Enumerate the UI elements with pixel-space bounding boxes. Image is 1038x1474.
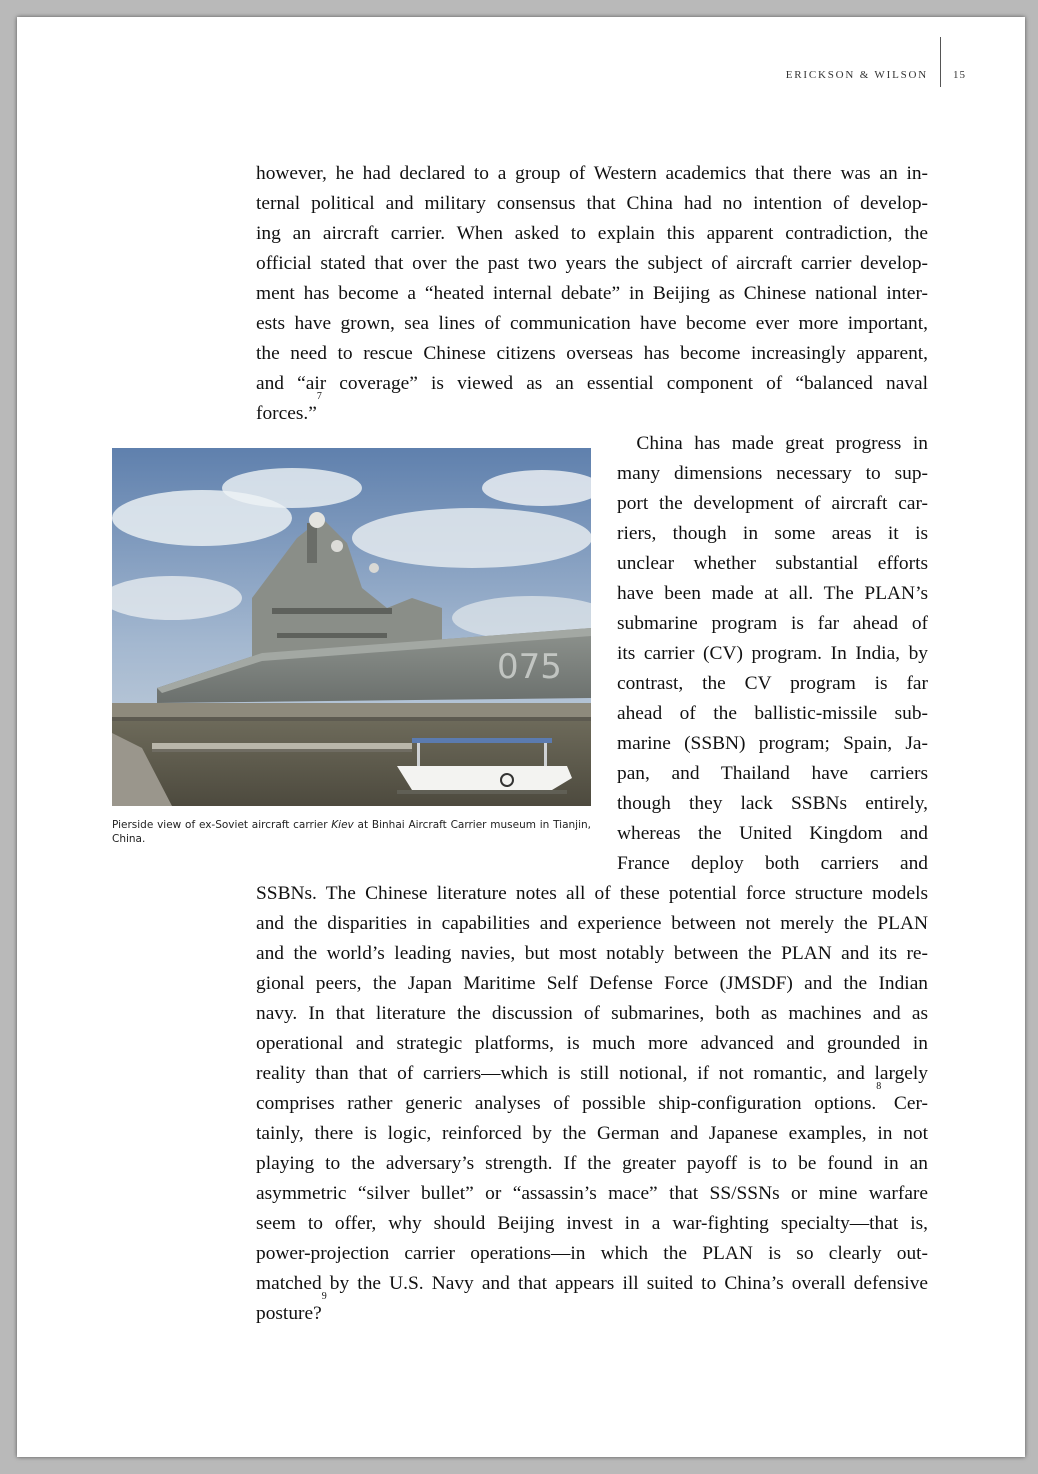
footnote-ref-8[interactable]: 8 <box>876 1081 882 1092</box>
text-line: and the disparities in capabilities and experience between not merely the PLAN <box>256 913 928 934</box>
text-line: ests have grown, sea lines of communication have become ever more important, <box>256 313 928 334</box>
text-line: though they lack SSBNs entirely, <box>617 793 928 814</box>
text-line: seem to offer, why should Beijing invest in a war-fighting specialty—that is, <box>256 1213 928 1234</box>
text-line <box>256 391 928 429</box>
page-number: 15 <box>953 69 966 81</box>
text-line: whereas the United Kingdom and <box>617 823 928 844</box>
text-line: asymmetric “silver bullet” or “assassin’s mace” that SS/SSNs or mine warfare <box>256 1183 928 1204</box>
footnote-ref-7[interactable]: 7 <box>316 391 322 402</box>
paragraph-1 <box>256 159 928 429</box>
text-line: marine (SSBN) program; Spain, Ja- <box>617 733 928 754</box>
text-line: port the development of aircraft car- <box>617 493 928 514</box>
text-line: reality than that of carriers—which is still notional, if not romantic, and largely <box>256 1063 928 1084</box>
text-line: official stated that over the past two years the subject of aircraft carrier develop- <box>256 253 928 274</box>
text-line: tainly, there is logic, reinforced by the German and Japanese examples, in not <box>256 1123 928 1144</box>
hull-number: 075 <box>497 647 562 687</box>
text-line: ternal political and military consensus that China had no intention of develop- <box>256 193 928 214</box>
text-fragment: posture? <box>256 1303 322 1324</box>
caption-text: at Binhai Aircraft Carrier museum in Tianjin, China. <box>112 819 591 845</box>
paragraph-2-narrow <box>617 429 928 879</box>
text-line: however, he had declared to a group of Western academics that there was an in- <box>256 163 928 184</box>
text-line: gional peers, the Japan Maritime Self Defense Force (JMSDF) and the Indian <box>256 973 928 994</box>
text-line: unclear whether substantial efforts <box>617 553 928 574</box>
footnote-ref-9[interactable]: 9 <box>321 1291 327 1302</box>
text-line <box>256 1291 928 1329</box>
text-line: SSBNs. The Chinese literature notes all of these potential force structure models <box>256 883 928 904</box>
caption-text: Pierside view of ex-Soviet aircraft carrier <box>112 819 332 831</box>
text-line: power-projection carrier operations—in which the PLAN is so clearly out- <box>256 1243 928 1264</box>
figure-caption <box>112 818 591 846</box>
text-line: France deploy both carriers and <box>617 853 928 874</box>
text-line: submarine program is far ahead of <box>617 613 928 634</box>
running-head-authors: ERICKSON & WILSON <box>785 69 928 81</box>
text-line: and “air coverage” is viewed as an essential component of “balanced naval <box>256 373 928 394</box>
text-line: and the world’s leading navies, but most notably between the PLAN and its re- <box>256 943 928 964</box>
document-page <box>17 17 1025 1457</box>
text-line: China has made great progress in <box>617 433 928 454</box>
text-line: matched by the U.S. Navy and that appears ill suited to China’s overall defensive <box>256 1273 928 1294</box>
text-line: have been made at all. The PLAN’s <box>617 583 928 604</box>
text-line: the need to rescue Chinese citizens overseas has become increasingly apparent, <box>256 343 928 364</box>
text-line: ahead of the ballistic-missile sub- <box>617 703 928 724</box>
text-fragment: forces.” <box>256 403 317 424</box>
text-line: ing an aircraft carrier. When asked to explain this apparent contradiction, the <box>256 223 928 244</box>
caption-ship-name: Kiev <box>331 819 354 831</box>
text-line: pan, and Thailand have carriers <box>617 763 928 784</box>
text-line <box>256 1081 928 1119</box>
text-line: riers, though in some areas it is <box>617 523 928 544</box>
text-line: operational and strategic platforms, is much more advanced and grounded in <box>256 1033 928 1054</box>
text-line: ment has become a “heated internal debate” in Beijing as Chinese national inter- <box>256 283 928 304</box>
text-fragment: comprises rather generic analyses of possible ship-configuration options. <box>256 1093 877 1114</box>
text-fragment: Cer- <box>881 1093 928 1114</box>
carrier-photo <box>112 448 591 806</box>
paragraph-2-wide <box>256 879 928 1329</box>
text-line: contrast, the CV program is far <box>617 673 928 694</box>
text-line: many dimensions necessary to sup- <box>617 463 928 484</box>
text-line: playing to the adversary’s strength. If the greater payoff is to be found in an <box>256 1153 928 1174</box>
header-divider <box>940 37 941 87</box>
ship-illustration <box>112 448 591 806</box>
text-line: navy. In that literature the discussion of submarines, both as machines and as <box>256 1003 928 1024</box>
text-line: its carrier (CV) program. In India, by <box>617 643 928 664</box>
